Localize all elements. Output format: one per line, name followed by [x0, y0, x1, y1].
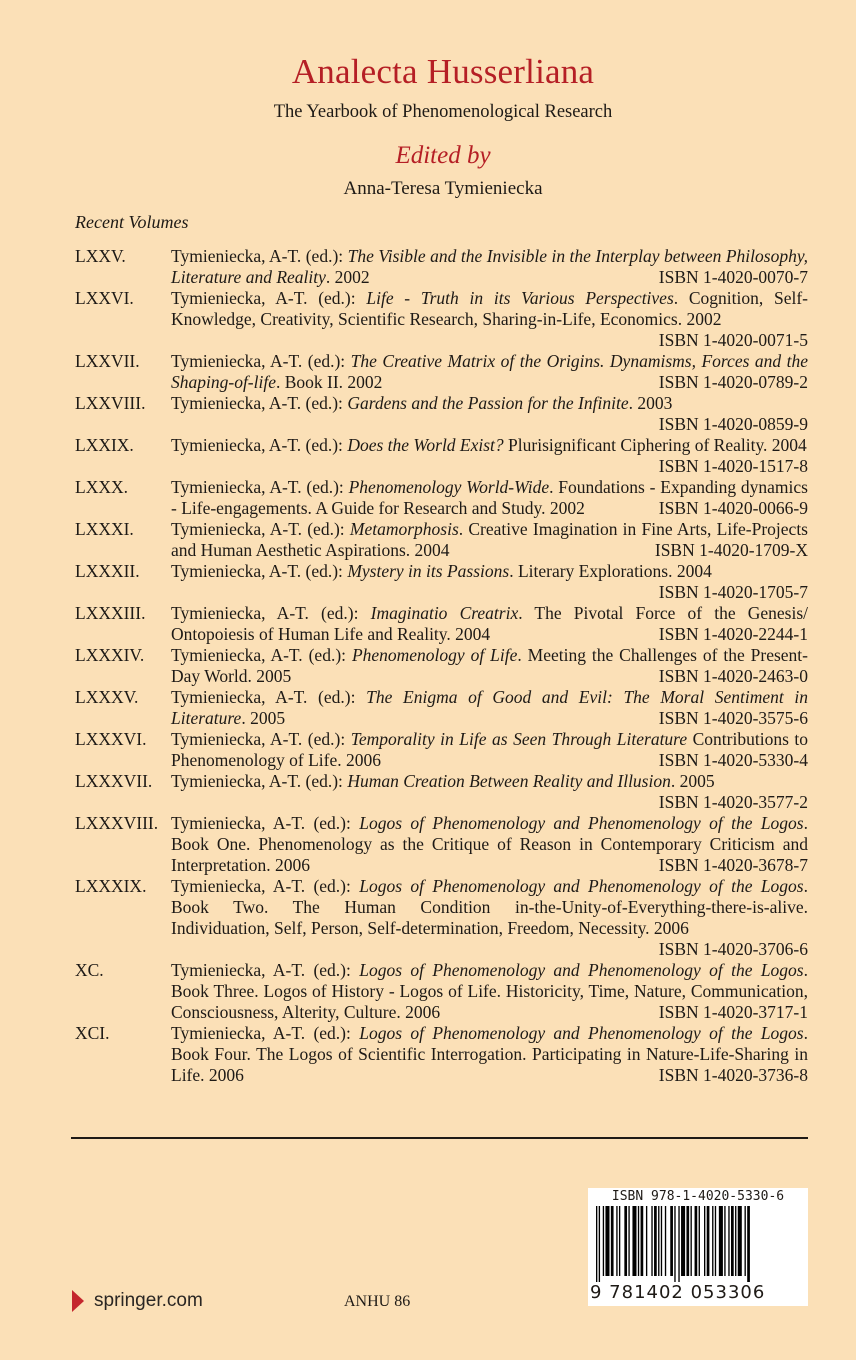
volume-entry: [171, 288, 808, 351]
volume-entry: [171, 561, 808, 603]
volume-author: Tymieniecka, A-T. (ed.):: [171, 246, 344, 266]
volume-author: Tymieniecka, A-T. (ed.):: [171, 561, 343, 581]
volume-title: Human Creation Between Reality and Illusion: [347, 771, 671, 791]
list-item: [75, 603, 808, 645]
volume-title: Logos of Phenomenology and Phenomenology of the Logos: [359, 1023, 804, 1043]
list-item: [75, 477, 808, 519]
volume-number: LXXXV.: [75, 687, 139, 707]
volume-number: LXXXVII.: [75, 771, 153, 791]
volume-title: Does the World Exist?: [347, 435, 504, 455]
volume-details: Contributions to Phenomenology of Life. 2006: [171, 729, 808, 770]
list-item: [75, 687, 808, 729]
volume-entry: [171, 771, 808, 813]
volume-title: The Enigma of Good and Evil: The Moral Sentiment in Literature: [171, 687, 808, 728]
volume-entry: [171, 246, 808, 288]
barcode: [588, 1188, 808, 1306]
publisher-url: springer.com: [94, 1290, 203, 1311]
volume-isbn: ISBN 1-4020-1709-X: [654, 540, 808, 560]
volume-details: . Book Three. Logos of History - Logos of Life. Historicity, Time, Nature, Communication, Consciousness, Alterity, Culture. 2006: [171, 960, 808, 1022]
list-item: [75, 435, 808, 477]
volume-isbn: ISBN 1-4020-5330-4: [658, 750, 808, 770]
volume-author: Tymieniecka, A-T. (ed.):: [171, 477, 344, 497]
list-item: [75, 1023, 808, 1086]
volume-author: Tymieniecka, A-T. (ed.):: [171, 603, 359, 623]
volume-number: XC.: [75, 960, 104, 980]
list-item: [75, 519, 808, 561]
publisher-logo: [72, 1290, 203, 1312]
volume-details: . 2005: [670, 771, 715, 791]
volume-entry: [171, 876, 808, 960]
volume-details: . Literary Explorations. 2004: [509, 561, 712, 581]
volume-author: Tymieniecka, A-T. (ed.):: [171, 351, 346, 371]
list-item: [75, 288, 808, 351]
volume-entry: [171, 687, 808, 729]
volume-title: The Visible and the Invisible in the Interplay between Philosophy, Literature and Reality: [171, 246, 808, 287]
volume-entry: [171, 477, 808, 519]
volume-author: Tymieniecka, A-T. (ed.):: [171, 960, 351, 980]
volume-title: Logos of Phenomenology and Phenomenology of the Logos: [359, 960, 804, 980]
volume-entry: [171, 645, 808, 687]
volume-number: LXXXVIII.: [75, 813, 159, 833]
volume-number: LXXX.: [75, 477, 128, 497]
list-item: [75, 960, 808, 1023]
series-subtitle: The Yearbook of Phenomenological Research: [273, 102, 613, 122]
edited-by-label: Edited by: [395, 142, 491, 169]
volume-author: Tymieniecka, A-T. (ed.):: [171, 729, 346, 749]
volume-title: Phenomenology of Life: [351, 645, 518, 665]
volume-isbn: ISBN 1-4020-0859-9: [658, 414, 808, 434]
editor-name: Anna-Teresa Tymieniecka: [343, 178, 543, 199]
volume-isbn: ISBN 1-4020-3575-6: [658, 708, 808, 728]
volume-author: Tymieniecka, A-T. (ed.):: [171, 1023, 351, 1043]
list-item: [75, 771, 808, 813]
volume-isbn: ISBN 1-4020-1705-7: [658, 582, 808, 602]
springer-chevron-icon: [72, 1290, 84, 1312]
volume-isbn: ISBN 1-4020-0070-7: [658, 267, 808, 287]
volume-isbn: ISBN 1-4020-3577-2: [658, 792, 808, 812]
volume-title: Imaginatio Creatrix: [370, 603, 519, 623]
list-item: [75, 246, 808, 288]
list-item: [75, 351, 808, 393]
volume-details: . 2003: [628, 393, 673, 413]
volume-entry: [171, 393, 808, 435]
volume-author: Tymieniecka, A-T. (ed.):: [171, 771, 343, 791]
volume-isbn: ISBN 1-4020-3717-1: [658, 1002, 808, 1022]
list-item: [75, 393, 808, 435]
series-title: Analecta Husserliana: [291, 52, 595, 91]
volume-title: Logos of Phenomenology and Phenomenology of the Logos: [359, 876, 804, 896]
volume-title: The Creative Matrix of the Origins. Dynamisms, Forces and the Shaping-of-life: [171, 351, 809, 392]
volume-title: Temporality in Life as Seen Through Literature: [350, 729, 688, 749]
volume-number: LXXXIV.: [75, 645, 145, 665]
barcode-isbn-text: ISBN 978-1-4020-5330-6: [611, 1189, 785, 1204]
volume-isbn: ISBN 1-4020-3736-8: [658, 1065, 808, 1085]
volume-isbn: ISBN 1-4020-3678-7: [658, 855, 808, 875]
volume-number: LXXXI.: [75, 519, 134, 539]
volume-details: . Book Four. The Logos of Scientific Interrogation. Participating in Nature-Life-Sharing in Life. 2006: [171, 1023, 808, 1085]
volume-number: LXXXIX.: [75, 876, 147, 896]
volume-number: LXXVII.: [75, 351, 140, 371]
volume-isbn: ISBN 1-4020-2463-0: [658, 666, 808, 686]
volume-title: Logos of Phenomenology and Phenomenology of the Logos: [359, 813, 804, 833]
volume-author: Tymieniecka, A-T. (ed.):: [171, 645, 347, 665]
volume-title: Mystery in its Passions: [347, 561, 510, 581]
volume-author: Tymieniecka, A-T. (ed.):: [171, 876, 351, 896]
volume-details: . Cognition, Self-Knowledge, Creativity, Scientific Research, Sharing-in-Life, Economics. 2002: [171, 288, 808, 329]
list-item: [75, 729, 808, 771]
volume-title: Metamorphosis: [349, 519, 459, 539]
volume-entry: [171, 351, 808, 393]
volume-title: Gardens and the Passion for the Infinite: [347, 393, 629, 413]
volume-number: LXXVI.: [75, 288, 134, 308]
volume-author: Tymieniecka, A-T. (ed.):: [171, 813, 351, 833]
volume-list: [75, 246, 808, 1086]
volume-details: . Foundations - Expanding dynamics - Life-engagements. A Guide for Research and Study. 2002: [171, 477, 808, 518]
volume-isbn: ISBN 1-4020-0066-9: [658, 498, 808, 518]
volume-details: . Book II. 2002: [275, 372, 383, 392]
series-code: ANHU 86: [344, 1293, 411, 1310]
volume-isbn: ISBN 1-4020-1517-8: [658, 456, 808, 476]
volume-isbn: ISBN 1-4020-0789-2: [658, 372, 808, 392]
volume-number: LXXV.: [75, 246, 126, 266]
volume-author: Tymieniecka, A-T. (ed.):: [171, 435, 343, 455]
volume-details: . Book One. Phenomenology as the Critique of Reason in Contemporary Criticism and Interpretation. 2006: [171, 813, 808, 875]
volume-author: Tymieniecka, A-T. (ed.):: [171, 687, 356, 707]
volume-entry: [171, 603, 808, 645]
volume-number: LXXXIII.: [75, 603, 146, 623]
recent-volumes-label: Recent Volumes: [75, 212, 189, 232]
volume-number: XCI.: [75, 1023, 110, 1043]
volume-details: . The Pivotal Force of the Genesis/ Ontopoiesis of Human Life and Reality. 2004: [171, 603, 809, 644]
list-item: [75, 813, 808, 876]
volume-entry: [171, 729, 808, 771]
volume-author: Tymieniecka, A-T. (ed.):: [171, 288, 356, 308]
volume-entry: [171, 519, 808, 561]
divider-rule: [71, 1137, 808, 1139]
volume-details: . 2002: [325, 267, 370, 287]
volume-entry: [171, 435, 808, 477]
volume-number: LXXVIII.: [75, 393, 146, 413]
volume-entry: [171, 1023, 808, 1086]
barcode-digits: 9 781402 053306: [590, 1282, 766, 1303]
list-item: [75, 876, 808, 960]
volume-isbn: ISBN 1-4020-3706-6: [658, 939, 808, 959]
volume-details: . Creative Imagination in Fine Arts, Life-Projects and Human Aesthetic Aspirations. 2004: [171, 519, 808, 560]
volume-title: Phenomenology World-Wide: [348, 477, 550, 497]
list-item: [75, 561, 808, 603]
barcode-bars-icon: [596, 1206, 800, 1282]
volume-details: . Meeting the Challenges of the Present-Day World. 2005: [171, 645, 808, 686]
volume-details: Plurisignificant Ciphering of Reality. 2004: [503, 435, 807, 455]
list-item: [75, 645, 808, 687]
volume-details: . 2005: [241, 708, 286, 728]
volume-entry: [171, 960, 808, 1023]
volume-number: LXXXII.: [75, 561, 140, 581]
volume-title: Life - Truth in its Various Perspectives: [366, 288, 674, 308]
volume-author: Tymieniecka, A-T. (ed.):: [171, 519, 345, 539]
volume-entry: [171, 813, 808, 876]
volume-details: . Book Two. The Human Condition in-the-Unity-of-Everything-there-is-alive. Individuation, Self, Person, Self-determination, Freedom, Necessity. 2006: [171, 876, 808, 938]
volume-number: LXXXVI.: [75, 729, 147, 749]
volume-isbn: ISBN 1-4020-2244-1: [658, 624, 808, 644]
volume-number: LXXIX.: [75, 435, 134, 455]
volume-isbn: ISBN 1-4020-0071-5: [658, 330, 808, 350]
volume-author: Tymieniecka, A-T. (ed.):: [171, 393, 343, 413]
